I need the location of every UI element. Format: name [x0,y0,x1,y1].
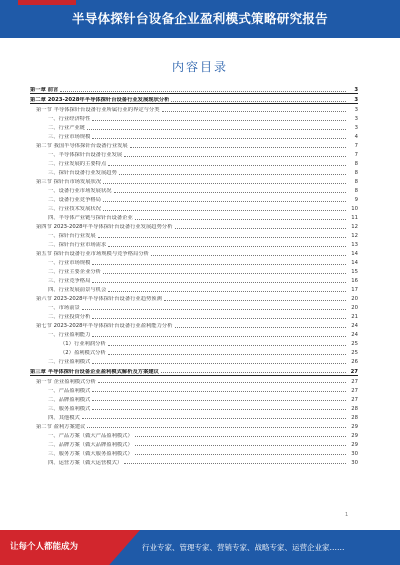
toc-entry-page: 12 [351,224,358,231]
toc-leader-dots [175,327,347,328]
toc-entry[interactable] [30,194,358,203]
toc-entry-label: 第五节 探针台设备行业市场规模与竞争格局分析 [36,251,149,258]
toc-entry-page: 16 [351,278,358,285]
toc-leader-dots [92,391,346,392]
toc-entry-label: 一、产品方案（做大产品盈利模式） [48,432,133,439]
toc-entry[interactable] [30,94,358,104]
toc-entry-label: 第二节 我国半导体探针台设备行业发展 [36,143,128,150]
toc-leader-dots [108,291,346,292]
toc-entry-page: 30 [351,450,358,457]
toc-entry-page: 11 [351,215,358,222]
toc-entry-label: 一、行业盈利能力 [48,332,91,339]
toc-leader-dots [114,192,346,193]
toc-entry[interactable] [30,311,358,320]
toc-leader-dots [130,147,346,148]
toc-entry[interactable] [30,412,358,421]
toc-entry-label: 第四节 2023-2028年半导体探针台设备行业发展趋势分析 [36,224,173,231]
toc-entry-page: 29 [351,423,358,430]
toc-leader-dots [135,219,346,220]
toc-entry-page: 8 [354,179,358,186]
toc-leader-dots [162,111,346,112]
toc-entry-label: 二、探针台行业市场需求 [48,242,107,249]
toc-leader-dots [135,445,346,446]
toc-entry-page: 9 [354,197,358,204]
toc-entry[interactable] [30,385,358,394]
toc-leader-dots [98,237,346,238]
toc-leader-dots [175,228,347,229]
toc-entry-label: 第一节 企业盈利模式分析 [36,378,96,385]
toc-entry-label: （2）盈利模式分析 [60,350,106,357]
toc-entry-label: 第三章 半导体探针台设备企业盈利模式解析及方案建议 [30,368,159,375]
toc-entry[interactable] [30,185,358,194]
toc-leader-dots [108,345,346,346]
toc-leader-dots [108,246,346,247]
toc-entry[interactable] [30,338,358,347]
toc-entry-label: 二、设备行业竞争格局 [48,197,101,204]
toc-leader-dots [161,372,346,373]
toc-entry[interactable] [30,122,358,131]
toc-entry-label: 一、市场前景 [48,305,80,312]
toc-entry[interactable] [30,167,358,176]
toc-entry[interactable] [30,131,358,140]
toc-entry-label: 二、行业发展的主要特点 [48,161,107,168]
toc-entry[interactable] [30,293,358,302]
toc-leader-dots [60,91,346,92]
toc-entry[interactable] [30,365,358,375]
toc-leader-dots [92,363,346,364]
toc-entry-page: 15 [351,269,358,276]
toc-leader-dots [92,409,346,410]
report-title: 半导体探针台设备企业盈利模式策略研究报告 [71,11,328,26]
toc-entry-label: 三、服务盈利模式 [48,405,91,412]
toc-heading: 内容目录 [171,60,228,74]
toc-entry-label: 一、探针台行业发展 [48,233,96,240]
toc-entry[interactable] [30,430,358,439]
toc-leader-dots [171,101,346,102]
toc-leader-dots [124,463,346,464]
toc-leader-dots [135,454,346,455]
toc-entry[interactable] [30,347,358,356]
toc-entry[interactable] [30,275,358,284]
toc-leader-dots [151,255,346,256]
toc-entry[interactable] [30,394,358,403]
toc-entry-page: 8 [354,188,358,195]
toc-entry-label: 一、半导体探针台设备行业发展 [48,152,123,159]
toc-entry-label: 一、行业市场规模 [48,260,91,267]
toc-entry[interactable] [30,284,358,293]
toc-leader-dots [103,183,346,184]
toc-entry-page: 3 [354,125,358,132]
toc-entry-label: 四、运营方案（做大运营模式） [48,459,123,466]
toc-leader-dots [87,427,346,428]
toc-leader-dots [87,129,346,130]
toc-entry[interactable] [30,403,358,412]
toc-entry[interactable] [30,266,358,275]
toc-entry-page: 26 [351,359,358,366]
toc-entry-page: 30 [351,459,358,466]
toc-entry-page: 27 [351,387,358,394]
toc-entry-label: 三、探针台设备行业发展趋势 [48,170,117,177]
toc-entry-label: 二、品牌盈利模式 [48,396,91,403]
toc-entry-page: 3 [354,87,358,94]
toc-entry-label: 一、设备行业市场发展状况 [48,188,112,195]
toc-entry-page: 27 [350,368,358,375]
toc-leader-dots [82,418,346,419]
toc-entry-label: 三、行业竞争格局 [48,278,91,285]
toc-entry-page: 21 [351,314,358,321]
toc-entry-page: 25 [351,341,358,348]
toc-leader-dots [92,138,346,139]
toc-entry-label: 第六节 2023-2028年半导体探针台设备行业趋势预测 [36,296,162,303]
toc-leader-dots [98,382,346,383]
toc-leader-dots [82,309,346,310]
toc-entry-page: 4 [354,134,358,141]
toc-entry-label: 二、行业投资分析 [48,314,91,321]
toc-entry[interactable] [30,320,358,329]
toc-entry-page: 3 [354,107,358,114]
toc-entry-page: 24 [351,332,358,339]
toc-entry-page: 10 [351,206,358,213]
toc-leader-dots [92,400,346,401]
toc-entry-page: 27 [351,378,358,385]
toc-entry-label: 第一节 半导体探针台设备行业所属行业的界定与分类 [36,107,160,114]
toc-entry-label: 第二章 2023-2028年半导体探针台设备行业发展现状分析 [30,97,170,104]
toc-entry-label: 二、品牌方案（做大品牌盈利模式） [48,441,133,448]
toc-entry-page: 14 [351,260,358,267]
toc-leader-dots [92,318,346,319]
toc-entry-page: 7 [354,152,358,159]
toc-leader-dots [103,201,346,202]
toc-leader-dots [135,436,346,437]
toc-entry[interactable] [30,376,358,385]
toc-leader-dots [92,336,346,337]
toc-entry-label: 四、其他模式 [48,414,80,421]
toc-entry[interactable] [30,356,358,365]
toc-entry-page: 29 [351,432,358,439]
toc-entry[interactable] [30,113,358,122]
toc-entry-page: 8 [354,161,358,168]
toc-entry-page: 17 [351,287,358,294]
toc-entry-page: 27 [351,396,358,403]
toc-entry[interactable] [30,448,358,457]
toc-entry-page: 14 [351,251,358,258]
toc-entry-label: 四、半导体产业链与探针台设备企业 [48,215,133,222]
toc-entry-page: 20 [351,305,358,312]
toc-leader-dots [103,210,346,211]
toc-entry-page: 28 [351,405,358,412]
toc-entry[interactable] [30,457,358,466]
toc-entry-page: 29 [351,441,358,448]
toc-entry[interactable] [30,84,358,94]
toc-entry[interactable] [30,421,358,430]
toc-entry-label: 三、行业市场规模 [48,134,91,141]
toc-entry-label: 二、行业产业链 [48,125,86,132]
toc-leader-dots [124,156,346,157]
toc-entry-label: 四、行业发展前景与机会 [48,287,107,294]
toc-entry-page: 3 [354,97,358,104]
toc-entry-label: （1）行业利润分析 [60,341,106,348]
toc-entry-label: 三、行业技术发展状况 [48,206,101,213]
toc-entry[interactable] [30,221,358,230]
toc-entry[interactable] [30,176,358,185]
toc-leader-dots [92,282,346,283]
toc-entry-page: 13 [351,242,358,249]
toc-entry-label: 二、行业盈利模式 [48,359,91,366]
toc-entry[interactable] [30,104,358,113]
toc-entry[interactable] [30,230,358,239]
toc-entry-page: 8 [354,170,358,177]
toc-entry-label: 三、服务方案（做大服务盈利模式） [48,450,133,457]
toc-leader-dots [108,165,346,166]
toc-entry-page: 28 [351,414,358,421]
toc-entry[interactable] [30,212,358,221]
toc-entry[interactable] [30,248,358,257]
toc-entry-page: 3 [354,116,358,123]
toc-leader-dots [92,120,346,121]
toc-entry[interactable] [30,158,358,167]
toc-entry[interactable] [30,302,358,311]
toc-entry-label: 一、产品盈利模式 [48,387,91,394]
footer-slogan: 让每个人都能成为 [10,542,79,552]
toc-entry[interactable] [30,439,358,448]
toc-leader-dots [119,174,346,175]
toc-entry-label: 第七节 2023-2028年半导体探针台设备行业盈利能力分析 [36,323,173,330]
toc-leader-dots [164,300,346,301]
toc-leader-dots [92,264,346,265]
toc-entry[interactable] [30,149,358,158]
toc-entry-page: 7 [354,143,358,150]
toc-entry[interactable] [30,203,358,212]
toc-entry-label: 第三节 探针台市场发展状况 [36,179,102,186]
toc-entry-page: 20 [351,296,358,303]
toc-entry[interactable] [30,140,358,149]
toc-entry[interactable] [30,329,358,338]
footer-tagline: 行业专家、管理专家、营销专家、战略专家、运营企业家…… [142,543,345,552]
toc-entry[interactable] [30,239,358,248]
toc-leader-dots [108,354,346,355]
table-of-contents [30,84,358,466]
toc-entry-label: 第二节 盈利方案建议 [36,423,86,430]
toc-leader-dots [103,273,346,274]
toc-entry-page: 12 [351,233,358,240]
toc-entry-label: 二、行业主要企业分析 [48,269,101,276]
toc-entry-label: 第一章 前言 [30,87,59,94]
toc-entry-label: 一、行业经济特性 [48,116,91,123]
toc-entry-page: 25 [351,350,358,357]
page-number: 1 [345,512,349,518]
toc-entry-page: 24 [351,323,358,330]
toc-entry[interactable] [30,257,358,266]
